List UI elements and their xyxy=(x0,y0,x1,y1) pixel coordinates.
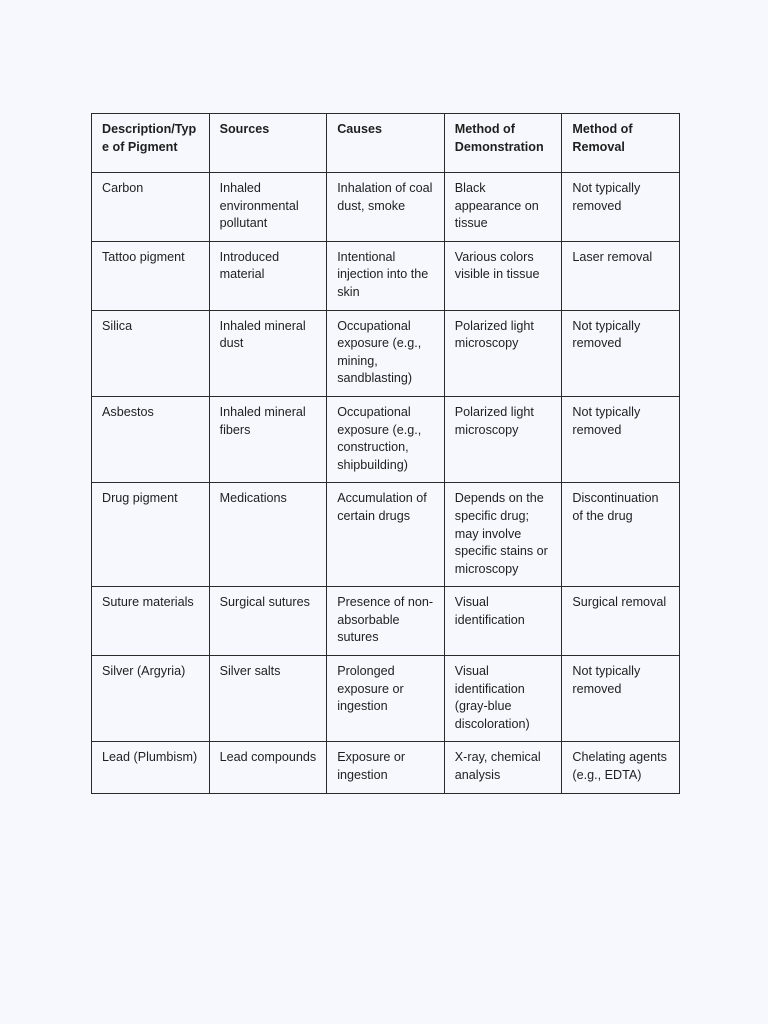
table-cell: Not typically removed xyxy=(562,656,680,742)
table-cell: Carbon xyxy=(92,173,210,242)
table-cell: Discontinuation of the drug xyxy=(562,483,680,587)
table-cell: Surgical removal xyxy=(562,587,680,656)
table-cell: Medications xyxy=(209,483,327,587)
table-cell: Accumulation of certain drugs xyxy=(327,483,445,587)
table-cell: Not typically removed xyxy=(562,173,680,242)
table-row xyxy=(92,396,680,482)
table-cell: Occupational exposure (e.g., mining, sandblasting) xyxy=(327,310,445,396)
table-row xyxy=(92,173,680,242)
table-row xyxy=(92,587,680,656)
table-cell: Intentional injection into the skin xyxy=(327,241,445,310)
table-cell: Chelating agents (e.g., EDTA) xyxy=(562,742,680,793)
table-row xyxy=(92,310,680,396)
table-cell: Exposure or ingestion xyxy=(327,742,445,793)
table-cell: Introduced material xyxy=(209,241,327,310)
table-row xyxy=(92,483,680,587)
table-cell: Lead (Plumbism) xyxy=(92,742,210,793)
table-cell: Lead compounds xyxy=(209,742,327,793)
table-cell: Inhaled mineral fibers xyxy=(209,396,327,482)
table-body xyxy=(92,173,680,794)
table-cell: Polarized light microscopy xyxy=(444,310,562,396)
table-header xyxy=(92,114,680,173)
table-cell: Asbestos xyxy=(92,396,210,482)
header-row xyxy=(92,114,680,173)
table-cell: Black appearance on tissue xyxy=(444,173,562,242)
table-cell: Silver (Argyria) xyxy=(92,656,210,742)
table-cell: X-ray, chemical analysis xyxy=(444,742,562,793)
table-cell: Occupational exposure (e.g., construction, shipbuilding) xyxy=(327,396,445,482)
table-cell: Inhaled environmental pollutant xyxy=(209,173,327,242)
table-cell: Prolonged exposure or ingestion xyxy=(327,656,445,742)
table-cell: Suture materials xyxy=(92,587,210,656)
table-cell: Not typically removed xyxy=(562,396,680,482)
table-row xyxy=(92,241,680,310)
table-cell: Drug pigment xyxy=(92,483,210,587)
header-description: Description/Type of Pigment xyxy=(92,114,210,173)
table-row xyxy=(92,742,680,793)
table-cell: Silica xyxy=(92,310,210,396)
pigment-table xyxy=(91,113,680,794)
table-cell: Inhaled mineral dust xyxy=(209,310,327,396)
table-cell: Visual identification (gray-blue discoloration) xyxy=(444,656,562,742)
table-cell: Visual identification xyxy=(444,587,562,656)
table-cell: Tattoo pigment xyxy=(92,241,210,310)
header-causes: Causes xyxy=(327,114,445,173)
table-row xyxy=(92,656,680,742)
header-method-of-demonstration: Method of Demonstration xyxy=(444,114,562,173)
table-cell: Surgical sutures xyxy=(209,587,327,656)
table-cell: Inhalation of coal dust, smoke xyxy=(327,173,445,242)
table-cell: Laser removal xyxy=(562,241,680,310)
table-cell: Various colors visible in tissue xyxy=(444,241,562,310)
header-sources: Sources xyxy=(209,114,327,173)
table-cell: Silver salts xyxy=(209,656,327,742)
table-cell: Not typically removed xyxy=(562,310,680,396)
table-cell: Polarized light microscopy xyxy=(444,396,562,482)
header-method-of-removal: Method of Removal xyxy=(562,114,680,173)
table-cell: Presence of non-absorbable sutures xyxy=(327,587,445,656)
table-cell: Depends on the specific drug; may involve specific stains or microscopy xyxy=(444,483,562,587)
